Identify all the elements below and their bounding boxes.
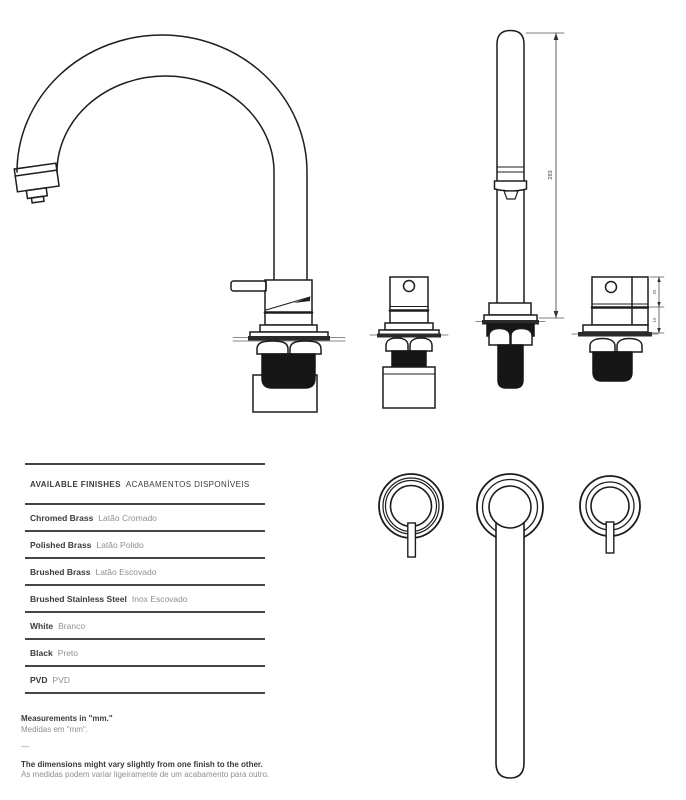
finish-name-pt: PVD [52,674,70,685]
finishes-table-header [25,465,265,505]
finish-row [25,559,265,586]
note-measurements-en: Measurements in "mm." [21,714,113,723]
height-dimension [526,33,564,318]
note-measurements-pt: Medidas em "mm". [21,724,89,734]
finish-name-en: Black [30,647,53,658]
footnotes [21,714,341,781]
finish-name-pt: Latão Cromado [98,512,157,523]
finish-name-en: Brushed Brass [30,566,91,577]
finishes-header-pt: ACABAMENTOS DISPONÍVEIS [125,479,250,489]
finish-name-pt: Preto [57,647,79,658]
plan-view-spout [477,474,543,778]
finish-row [25,586,265,613]
note-separator: — [21,742,29,751]
finish-row [25,640,265,667]
finish-row [25,532,265,559]
gooseneck-side-view-drawing [14,35,345,412]
finish-row [25,505,265,532]
finish-name-pt: Latão Polido [96,539,144,550]
finish-name-pt: Inox Escovado [131,593,188,604]
spout-tip [14,163,61,204]
plan-view-left-handle [379,474,443,557]
finish-name-en: Chromed Brass [30,512,94,523]
note-dimensions-en: The dimensions might vary slightly from one finish to the other. [21,759,263,769]
finish-name-en: PVD [30,674,48,685]
finish-name-en: Polished Brass [30,539,92,550]
valve-side-view-drawing [572,277,664,381]
height-dimension-label: 283 [548,170,554,180]
finish-name-en: Brushed Stainless Steel [30,593,127,604]
plan-view-right-handle [580,476,640,553]
handle-dimensions [650,277,664,333]
spout-front-view-drawing [476,31,564,389]
finish-name-en: White [30,620,54,631]
handle-dim-bottom-label: 15 [652,317,657,323]
note-dimensions-pt: As medidas podem variar ligeiramente de um acabamento para outro. [21,770,270,779]
finish-name-pt: Branco [58,620,86,631]
valve-front-view-drawing [370,277,448,408]
handle-dim-top-label: 25 [652,289,657,295]
finish-row [25,667,265,694]
available-finishes-table [25,463,265,694]
finish-row [25,613,265,640]
finishes-header-en: AVAILABLE FINISHES [30,479,121,489]
finish-name-pt: Latão Escovado [95,566,157,577]
